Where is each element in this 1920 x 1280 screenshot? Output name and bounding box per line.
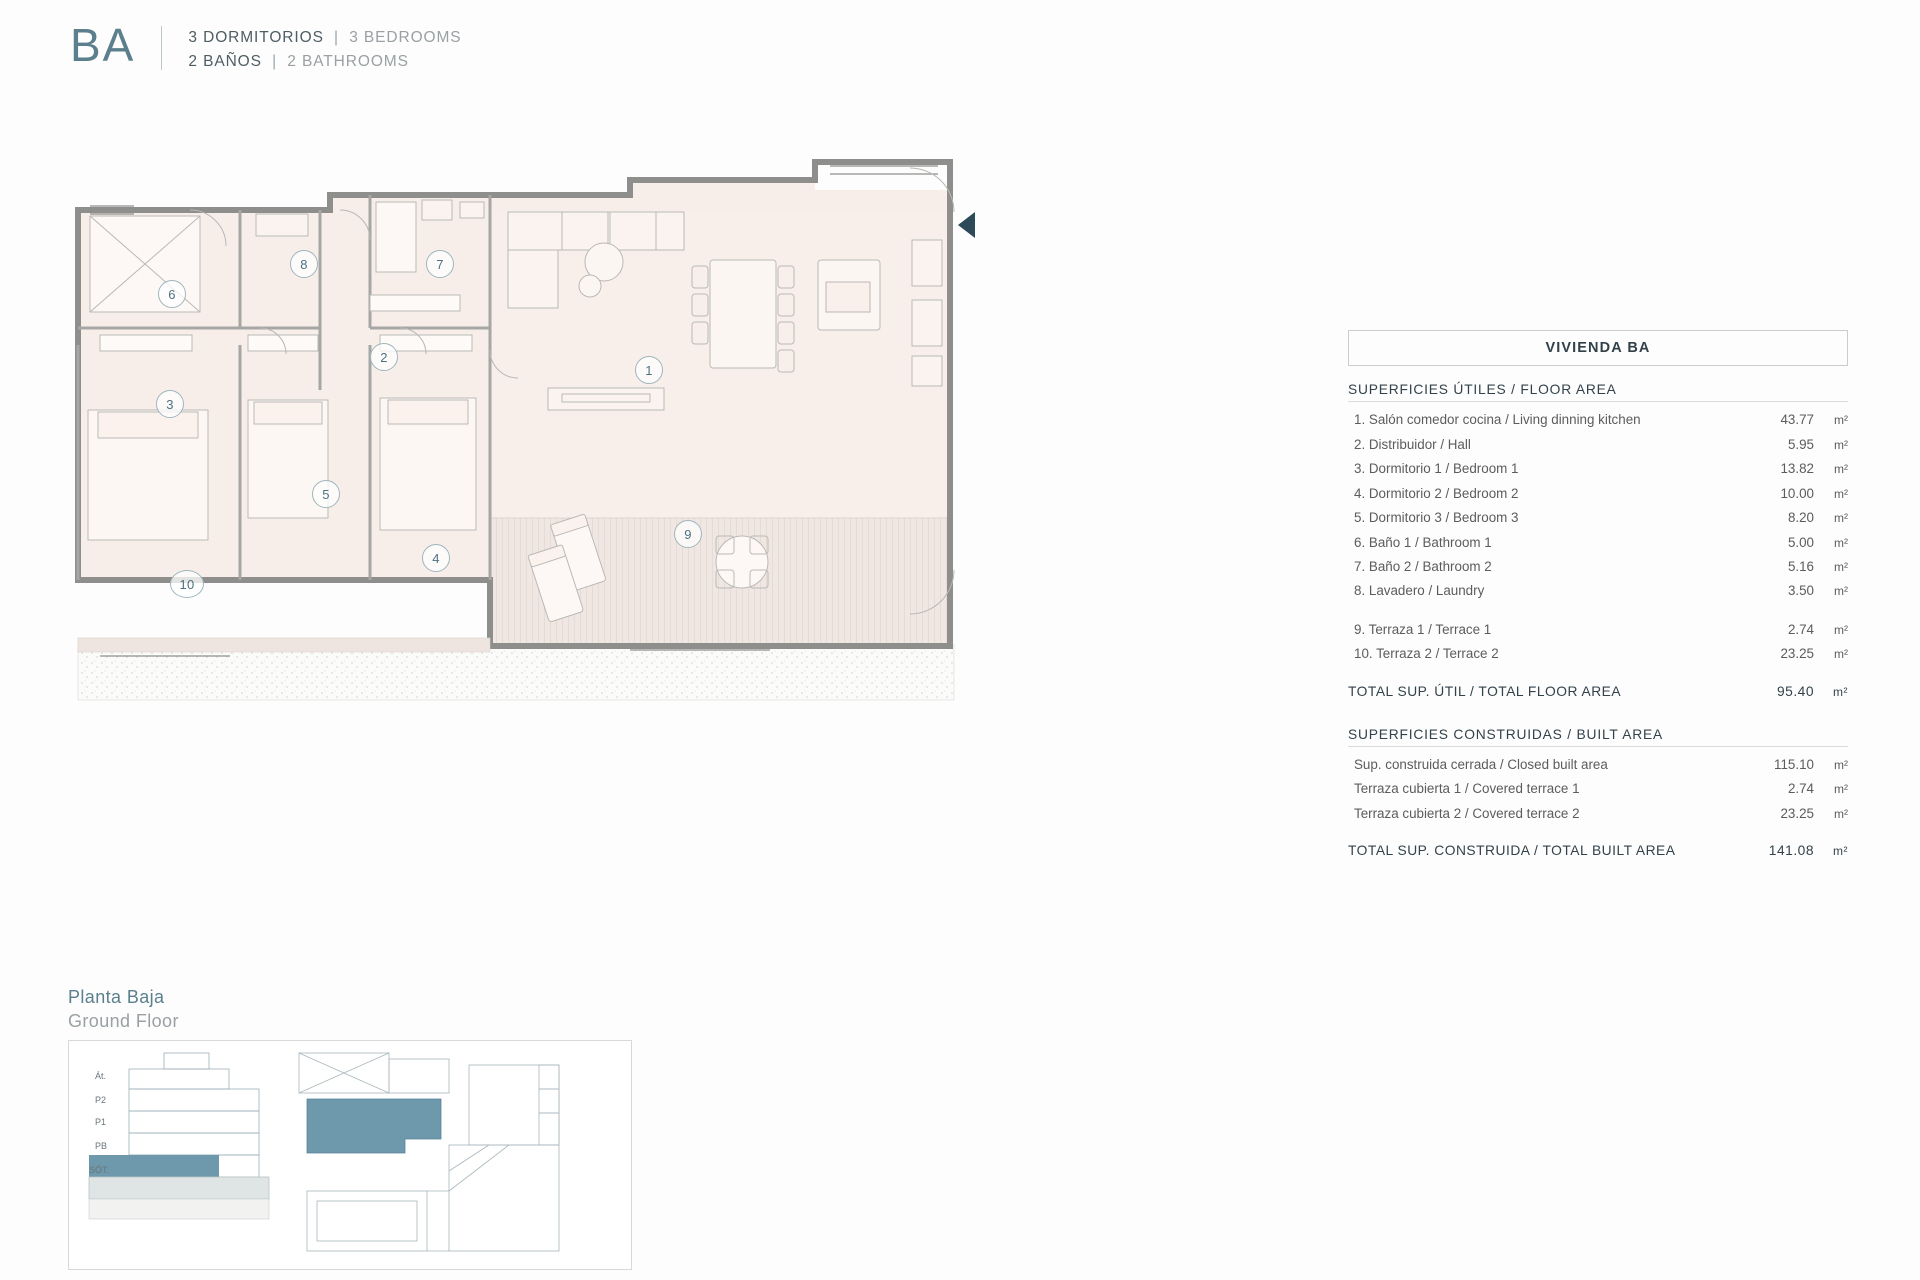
bathrooms-es: 2 BAÑOS [188,53,262,71]
bedrooms-es: 3 DORMITORIOS [188,29,324,46]
row-label: 9. Terraza 1 / Terrace 1 [1354,621,1492,637]
row-spacer [1348,604,1848,618]
key-plan-drawing [69,1041,629,1267]
table-row [1348,802,1848,826]
room-marker-9[interactable]: 9 [674,520,702,548]
total-label: TOTAL SUP. CONSTRUIDA / TOTAL BUILT AREA [1348,843,1676,859]
floor-caption-en: Ground Floor [68,1011,179,1032]
table-title: VIVIENDA BA [1348,330,1848,366]
floor-plan-drawing [70,150,1170,810]
row-value: 2.74 [1787,781,1814,797]
room-marker-7[interactable]: 7 [426,250,454,278]
room-marker-10[interactable]: 10 [170,570,204,598]
area-table [1348,330,1848,864]
row-value: 2.74 [1787,621,1814,637]
room-marker-5[interactable]: 5 [312,480,340,508]
key-plan-highlight-unit [307,1099,441,1153]
room-marker-4[interactable]: 4 [422,544,450,572]
row-label: 8. Lavadero / Laundry [1354,583,1485,599]
row-label: Terraza cubierta 1 / Covered terrace 1 [1354,781,1580,797]
row-value: 13.82 [1780,461,1814,477]
row-value: 115.10 [1774,756,1814,772]
row-unit: m² [1834,647,1848,662]
row-unit: m² [1834,535,1848,550]
row-unit: m² [1834,584,1848,599]
row-unit: m² [1834,462,1848,477]
table-row [1348,408,1848,432]
row-unit: m² [1834,622,1848,637]
sep-1: | [334,29,339,46]
table-row [1348,506,1848,530]
header [70,19,462,74]
total-label: TOTAL SUP. ÚTIL / TOTAL FLOOR AREA [1348,683,1622,699]
room-marker-6[interactable]: 6 [158,280,186,308]
row-label: Sup. construida cerrada / Closed built area [1354,756,1608,772]
floor-caption-es: Planta Baja [68,987,165,1007]
total-built-area-row [1348,839,1848,864]
sep-2: | [272,53,278,71]
row-label: 10. Terraza 2 / Terrace 2 [1354,646,1499,662]
bathrooms-en: 2 BATHROOMS [287,53,409,71]
row-value: 5.16 [1787,559,1814,574]
row-label: 6. Baño 1 / Bathroom 1 [1354,534,1492,550]
floor-caption [68,985,668,1034]
row-value: 3.50 [1787,583,1814,599]
bedrooms-en: 3 BEDROOMS [349,29,462,46]
table-row [1348,457,1848,481]
bedrooms-line [188,26,461,50]
key-plan-level-label: P2 [95,1095,107,1105]
row-value: 10.00 [1780,485,1814,501]
row-label: 3. Dormitorio 1 / Bedroom 1 [1354,461,1519,477]
room-marker-2[interactable]: 2 [370,343,398,371]
row-value: 8.20 [1787,510,1814,526]
key-plan-level-label: SÓT. [89,1165,110,1175]
room-marker-8[interactable]: 8 [290,250,318,278]
table-row [1348,432,1848,456]
row-unit: m² [1834,757,1848,772]
row-unit: m² [1834,413,1848,428]
room-marker-3[interactable]: 3 [156,390,184,418]
table-row [1348,579,1848,603]
row-value: 23.25 [1780,646,1814,662]
section-built-area [1348,727,1848,864]
row-label: 1. Salón comedor cocina / Living dinning kitchen [1354,412,1641,428]
total-unit: m² [1833,844,1848,859]
table-row [1348,642,1848,666]
table-row [1348,555,1848,579]
row-value: 5.00 [1787,534,1814,550]
section-floor-area-header: SUPERFICIES ÚTILES / FLOOR AREA [1348,382,1848,402]
total-value: 141.08 [1768,843,1814,859]
row-unit: m² [1834,782,1848,797]
row-label: 7. Baño 2 / Bathroom 2 [1354,559,1492,574]
table-row [1348,753,1848,777]
unit-code: BA [70,19,136,71]
table-row [1348,530,1848,554]
entry-arrow-icon [958,212,975,238]
row-value: 5.95 [1787,436,1814,452]
header-text [162,22,461,74]
total-unit: m² [1833,684,1848,699]
row-label: 4. Dormitorio 2 / Bedroom 2 [1354,485,1519,501]
row-unit: m² [1834,806,1848,821]
key-plan-level-label: Át. [95,1071,107,1081]
total-value: 95.40 [1776,683,1814,699]
key-plan [68,1040,632,1270]
row-unit: m² [1834,486,1848,501]
room-marker-1[interactable]: 1 [635,356,663,384]
total-floor-area-row [1348,680,1848,705]
section-built-area-header: SUPERFICIES CONSTRUIDAS / BUILT AREA [1348,727,1848,747]
row-unit: m² [1834,511,1848,526]
row-label: 2. Distribuidor / Hall [1354,436,1471,452]
key-plan-level-label: PB [95,1141,108,1151]
row-value: 23.25 [1780,805,1814,821]
row-label: 5. Dormitorio 3 / Bedroom 3 [1354,510,1519,526]
row-unit: m² [1834,560,1848,574]
bathrooms-line [188,50,461,74]
table-row [1348,481,1848,505]
row-value: 43.77 [1780,412,1814,428]
row-label: Terraza cubierta 2 / Covered terrace 2 [1354,805,1580,821]
floor-plan [70,150,1170,810]
table-row [1348,777,1848,801]
row-unit: m² [1834,437,1848,452]
table-row [1348,618,1848,642]
key-plan-level-label: P1 [95,1117,107,1127]
